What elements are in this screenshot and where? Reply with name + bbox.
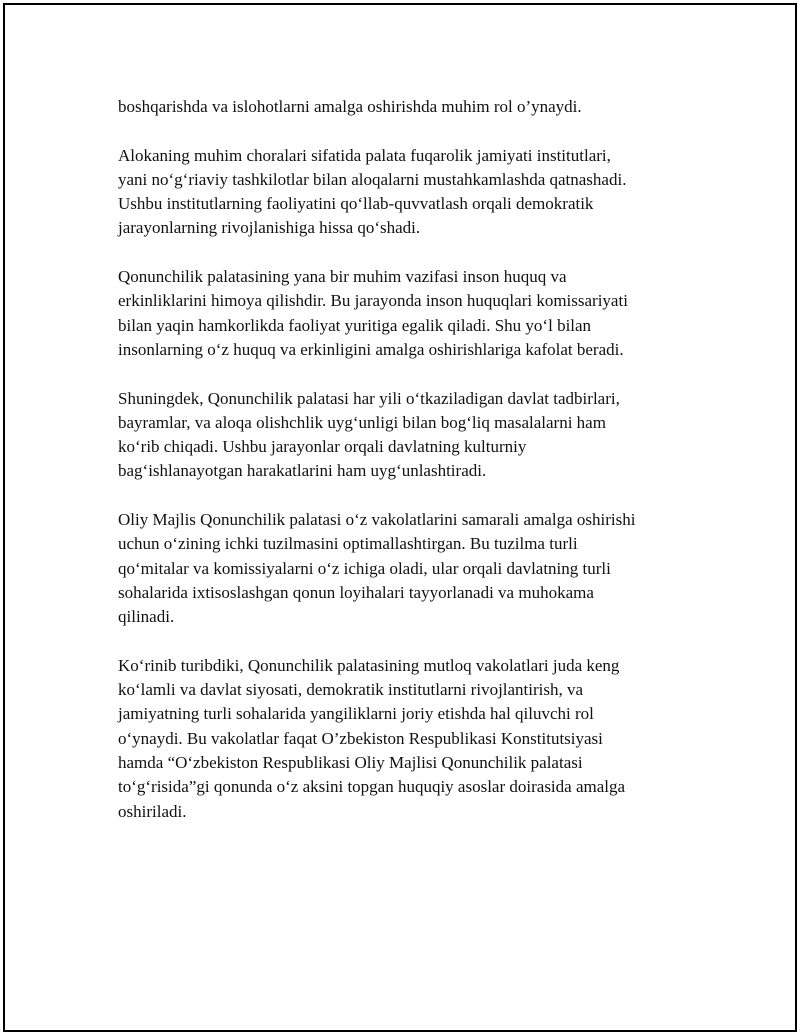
text-line: insonlarning o‘z huquq va erkinligini amalga oshirishlariga kafolat beradi. bbox=[118, 339, 624, 359]
text-line: Oliy Majlis Qonunchilik palatasi o‘z vakolatlarini samarali amalga oshirishi bbox=[118, 510, 636, 530]
text-line: Ko‘rinib turibdiki, Qonunchilik palatasining mutloq vakolatlari juda keng bbox=[118, 655, 620, 675]
page-frame bbox=[3, 3, 797, 1032]
text-line: sohalarida ixtisoslashgan qonun loyihalari tayyorlanadi va muhokama bbox=[118, 582, 594, 602]
text-line: boshqarishda va islohotlarni amalga oshirishda muhim rol o’ynaydi. bbox=[118, 97, 582, 116]
text-line: qilinadi. bbox=[118, 607, 175, 627]
paragraph-5 bbox=[118, 508, 698, 629]
text-line: o‘ynaydi. Bu vakolatlar faqat O’zbekiston Respublikasi Konstitutsiyasi bbox=[118, 728, 603, 748]
text-line: bilan yaqin hamkorlikda faoliyat yuritiga egalik qiladi. Shu yo‘l bilan bbox=[118, 315, 592, 335]
text-line: ko‘lamli va davlat siyosati, demokratik institutlarni rivojlantirish, va bbox=[118, 680, 584, 700]
text-line: hamda “O‘zbekiston Respublikasi Oliy Majlisi Qonunchilik palatasi bbox=[118, 753, 583, 773]
text-line: jarayonlarning rivojlanishiga hissa qo‘shadi. bbox=[118, 218, 421, 238]
text-line: to‘g‘risida”gi qonunda o‘z aksini topgan huquqiy asoslar doirasida amalga bbox=[118, 777, 626, 797]
text-line: Alokaning muhim choralari sifatida palata fuqarolik jamiyati institutlari, bbox=[118, 145, 611, 165]
text-line: jamiyatning turli sohalarida yangiliklarni joriy etishda hal qiluvchi rol bbox=[118, 704, 594, 724]
text-line: oshiriladi. bbox=[118, 801, 187, 821]
text-line: bag‘ishlanayotgan harakatlarini ham uyg‘unlashtiradi. bbox=[118, 461, 487, 481]
paragraph-4 bbox=[118, 387, 698, 484]
paragraph-3 bbox=[118, 265, 698, 362]
text-line: qo‘mitalar va komissiyalarni o‘z ichiga oladi, ular orqali davlatning turli bbox=[118, 558, 611, 578]
text-line: Qonunchilik palatasining yana bir muhim vazifasi inson huquq va bbox=[118, 267, 567, 287]
paragraph-6 bbox=[118, 654, 698, 824]
paragraph-2 bbox=[118, 144, 698, 241]
paragraph-1 bbox=[118, 95, 698, 119]
text-line: uchun o‘zining ichki tuzilmasini optimallashtirgan. Bu tuzilma turli bbox=[118, 534, 578, 554]
text-line: Ushbu institutlarning faoliyatini qo‘llab-quvvatlash orqali demokratik bbox=[118, 194, 594, 214]
text-line: bayramlar, va aloqa olishchlik uyg‘unligi bilan bog‘liq masalalarni ham bbox=[118, 412, 606, 432]
text-line: Shuningdek, Qonunchilik palatasi har yili o‘tkaziladigan davlat tadbirlari, bbox=[118, 388, 620, 408]
document-body bbox=[118, 95, 698, 848]
text-line: ko‘rib chiqadi. Ushbu jarayonlar orqali davlatning kulturniy bbox=[118, 437, 527, 457]
text-line: yani no‘g‘riaviy tashkilotlar bilan aloqalarni mustahkamlashda qatnashadi. bbox=[118, 169, 627, 189]
text-line: erkinliklarini himoya qilishdir. Bu jarayonda inson huquqlari komissariyati bbox=[118, 291, 628, 311]
